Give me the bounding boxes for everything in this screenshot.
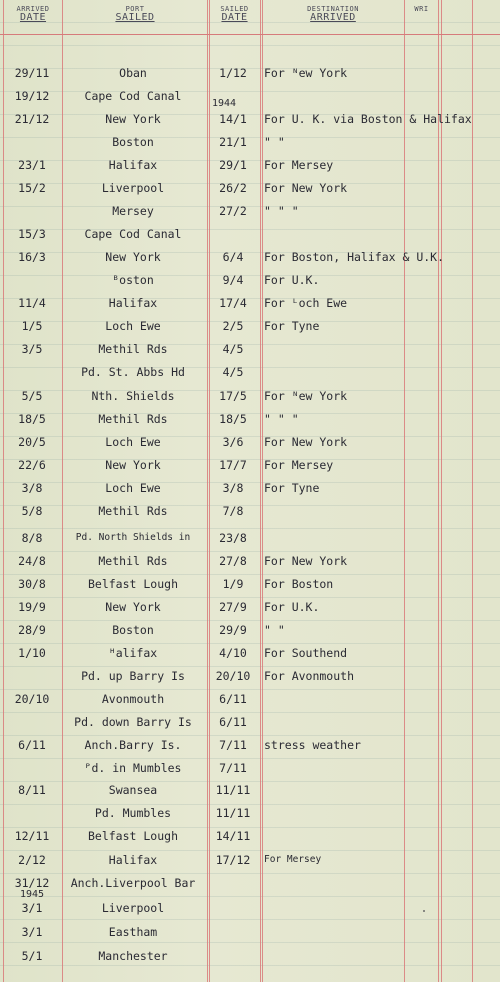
sailed-date: 20/10 — [215, 669, 251, 683]
port-sailed: Liverpool — [101, 901, 165, 915]
destination: For Southend — [264, 646, 348, 660]
sailed-date: 29/9 — [219, 623, 247, 637]
sailed-date: 3/6 — [222, 435, 244, 449]
destination: For New York — [264, 435, 348, 449]
sailed-date: 27/8 — [219, 554, 247, 568]
arrived-date: 5/8 — [21, 504, 43, 518]
arrived-date: 19/9 — [18, 600, 46, 614]
port-sailed: ᴴalifax — [108, 646, 158, 660]
port-sailed: Loch Ewe — [105, 435, 161, 449]
arrived-date: 19/12 — [14, 89, 50, 103]
log-entry-row — [0, 872, 500, 894]
arrived-date: 24/8 — [18, 554, 46, 568]
header-sailed: SAILED DATE — [220, 5, 249, 23]
sailed-date: 29/1 — [219, 158, 247, 172]
arrived-date: 5/5 — [21, 389, 43, 403]
port-sailed: Anch.Liverpool Bar — [70, 876, 196, 890]
port-sailed: Halifax — [108, 158, 158, 172]
sailed-date: 3/8 — [222, 481, 244, 495]
log-entry-row — [0, 454, 500, 476]
log-entry-row — [0, 849, 500, 871]
port-sailed: Nth. Shields — [91, 389, 175, 403]
port-sailed: Pd. Mumbles — [94, 806, 172, 820]
log-entry-row — [0, 802, 500, 824]
port-sailed: Methil Rds — [98, 412, 168, 426]
header-extra: WRI — [414, 5, 429, 13]
arrived-date: 16/3 — [18, 250, 46, 264]
arrived-date: 15/3 — [18, 227, 46, 241]
sailed-date: 6/4 — [222, 250, 244, 264]
log-entry-row — [0, 385, 500, 407]
sailed-date: 17/4 — [219, 296, 247, 310]
port-sailed: Boston — [112, 135, 154, 149]
log-entry-row — [0, 200, 500, 222]
sailed-date: 1/12 — [219, 66, 247, 80]
destination: For Boston — [264, 577, 334, 591]
log-entry-row — [0, 292, 500, 314]
log-entry-row — [0, 315, 500, 337]
port-sailed: New York — [105, 600, 161, 614]
log-entry-row — [0, 431, 500, 453]
destination: " " — [264, 135, 285, 149]
sailed-date: 27/9 — [219, 600, 247, 614]
port-sailed: New York — [105, 250, 161, 264]
arrived-date: 31/12 — [14, 876, 50, 890]
header-port: PORT SAILED — [115, 5, 155, 23]
log-entry-row — [0, 688, 500, 710]
sailed-date: 17/5 — [219, 389, 247, 403]
log-entry-row — [0, 527, 500, 549]
log-entry-row — [0, 642, 500, 664]
log-entry-row — [0, 62, 500, 84]
log-entry-row — [0, 223, 500, 245]
log-entry-row — [0, 361, 500, 383]
port-sailed: Pd. up Barry Is — [81, 669, 185, 683]
port-sailed: Belfast Lough — [87, 577, 178, 591]
port-sailed: Liverpool — [101, 181, 165, 195]
port-sailed: Eastham — [108, 925, 158, 939]
arrived-date: 2/12 — [18, 853, 46, 867]
destination: For New York — [264, 554, 348, 568]
sailed-date: 7/11 — [219, 738, 247, 752]
log-entry-row — [0, 596, 500, 618]
destination: For U. K. via Boston & Halifax — [264, 112, 472, 126]
destination: For Mersey — [264, 458, 334, 472]
log-entry-row — [0, 945, 500, 967]
destination: " " " — [264, 412, 299, 426]
port-sailed: Boston — [112, 623, 154, 637]
log-entry-row — [0, 108, 500, 130]
log-entry-row — [0, 550, 500, 572]
port-sailed: Cape Cod Canal — [84, 227, 182, 241]
port-sailed: Belfast Lough — [87, 829, 178, 843]
arrived-date: 6/11 — [18, 738, 46, 752]
destination: For U.K. — [264, 273, 320, 287]
sailed-date: 4/5 — [222, 342, 244, 356]
sailed-date: 21/1 — [219, 135, 247, 149]
arrived-date: 22/6 — [18, 458, 46, 472]
sailed-date: 2/5 — [222, 319, 244, 333]
log-entry-row — [0, 477, 500, 499]
arrived-date: 28/9 — [18, 623, 46, 637]
port-sailed: Methil Rds — [98, 504, 168, 518]
port-sailed: Pd. North Shields in — [75, 532, 191, 543]
header-rule — [0, 34, 500, 35]
sailed-date: 4/5 — [222, 365, 244, 379]
sailed-date: 17/7 — [219, 458, 247, 472]
port-sailed: Anch.Barry Is. — [84, 738, 182, 752]
port-sailed: Pd. St. Abbs Hd — [81, 365, 185, 379]
port-sailed: Halifax — [108, 853, 158, 867]
log-entry-row — [0, 573, 500, 595]
port-sailed: Loch Ewe — [105, 319, 161, 333]
arrived-date: 5/1 — [21, 949, 43, 963]
log-entry-row — [0, 665, 500, 687]
arrived-date: 21/12 — [14, 112, 50, 126]
arrived-date: 11/4 — [18, 296, 46, 310]
arrived-date: 3/5 — [21, 342, 43, 356]
port-sailed: Mersey — [112, 204, 154, 218]
arrived-date: 1/10 — [18, 646, 46, 660]
sailed-date: 4/10 — [219, 646, 247, 660]
destination: For Tyne — [264, 319, 320, 333]
port-sailed: Loch Ewe — [105, 481, 161, 495]
arrived-date: 29/11 — [14, 66, 50, 80]
log-entry-row — [0, 177, 500, 199]
log-entry-row — [0, 500, 500, 522]
port-sailed: ᴾd. in Mumbles — [84, 761, 182, 775]
destination: For Mersey — [264, 158, 334, 172]
destination: For Tyne — [264, 481, 320, 495]
port-sailed: ᴮoston — [112, 273, 154, 287]
destination: For ᴸoch Ewe — [264, 296, 348, 310]
destination: " " " — [264, 204, 299, 218]
sailed-date: 14/1 — [219, 112, 247, 126]
destination: For ᴺew York — [264, 66, 348, 80]
arrived-date: 3/8 — [21, 481, 43, 495]
sailed-date: 23/8 — [219, 531, 247, 545]
sailed-date: 18/5 — [219, 412, 247, 426]
port-sailed: Cape Cod Canal — [84, 89, 182, 103]
sailed-date: 9/4 — [222, 273, 244, 287]
year-1945: 1945 — [20, 889, 45, 900]
arrived-date: 3/1 — [21, 925, 43, 939]
destination: stress weather — [264, 738, 361, 752]
sailed-date: 6/11 — [219, 692, 247, 706]
port-sailed: Manchester — [98, 949, 168, 963]
year-1944: 1944 — [212, 98, 237, 109]
log-entry-row — [0, 921, 500, 943]
port-sailed: Methil Rds — [98, 342, 168, 356]
arrived-date: 15/2 — [18, 181, 46, 195]
log-entry-row — [0, 711, 500, 733]
log-entry-row — [0, 897, 500, 919]
sailed-date: 14/11 — [215, 829, 251, 843]
sailed-date: 26/2 — [219, 181, 247, 195]
header-arrived: ARRIVED DATE — [16, 5, 50, 23]
arrived-date: 8/11 — [18, 783, 46, 797]
destination: For Mersey — [264, 854, 322, 865]
destination: For Boston, Halifax & U.K. — [264, 250, 445, 264]
log-entry-row — [0, 757, 500, 779]
arrived-date: 20/5 — [18, 435, 46, 449]
port-sailed: New York — [105, 458, 161, 472]
log-entry-row — [0, 154, 500, 176]
log-entry-row — [0, 619, 500, 641]
sailed-date: 11/11 — [215, 806, 251, 820]
sailed-date: 6/11 — [219, 715, 247, 729]
destination: For U.K. — [264, 600, 320, 614]
log-entry-row — [0, 338, 500, 360]
port-sailed: Pd. down Barry Is — [74, 715, 192, 729]
arrived-date: 23/1 — [18, 158, 46, 172]
ink-speck — [423, 910, 425, 912]
arrived-date: 30/8 — [18, 577, 46, 591]
destination: For ᴺew York — [264, 389, 348, 403]
arrived-date: 18/5 — [18, 412, 46, 426]
arrived-date: 12/11 — [14, 829, 50, 843]
sailed-date: 11/11 — [215, 783, 251, 797]
log-entry-row — [0, 85, 500, 107]
arrived-date: 20/10 — [14, 692, 50, 706]
log-entry-row — [0, 131, 500, 153]
destination: For New York — [264, 181, 348, 195]
port-sailed: Methil Rds — [98, 554, 168, 568]
sailed-date: 27/2 — [219, 204, 247, 218]
port-sailed: Swansea — [108, 783, 158, 797]
destination: For Avonmouth — [264, 669, 355, 683]
log-entry-row — [0, 246, 500, 268]
arrived-date: 8/8 — [21, 531, 43, 545]
log-entry-row — [0, 734, 500, 756]
log-entry-row — [0, 269, 500, 291]
arrived-date: 3/1 — [21, 901, 43, 915]
arrived-date: 1/5 — [21, 319, 43, 333]
port-sailed: Avonmouth — [101, 692, 165, 706]
destination: " " — [264, 623, 285, 637]
sailed-date: 1/9 — [222, 577, 244, 591]
log-entry-row — [0, 825, 500, 847]
header-destination: DESTINATION ARRIVED — [307, 5, 359, 23]
log-entry-row — [0, 408, 500, 430]
port-sailed: Halifax — [108, 296, 158, 310]
log-entry-row — [0, 779, 500, 801]
sailed-date: 7/8 — [222, 504, 244, 518]
sailed-date: 17/12 — [215, 853, 251, 867]
sailed-date: 7/11 — [219, 761, 247, 775]
port-sailed: New York — [105, 112, 161, 126]
port-sailed: Oban — [119, 66, 147, 80]
